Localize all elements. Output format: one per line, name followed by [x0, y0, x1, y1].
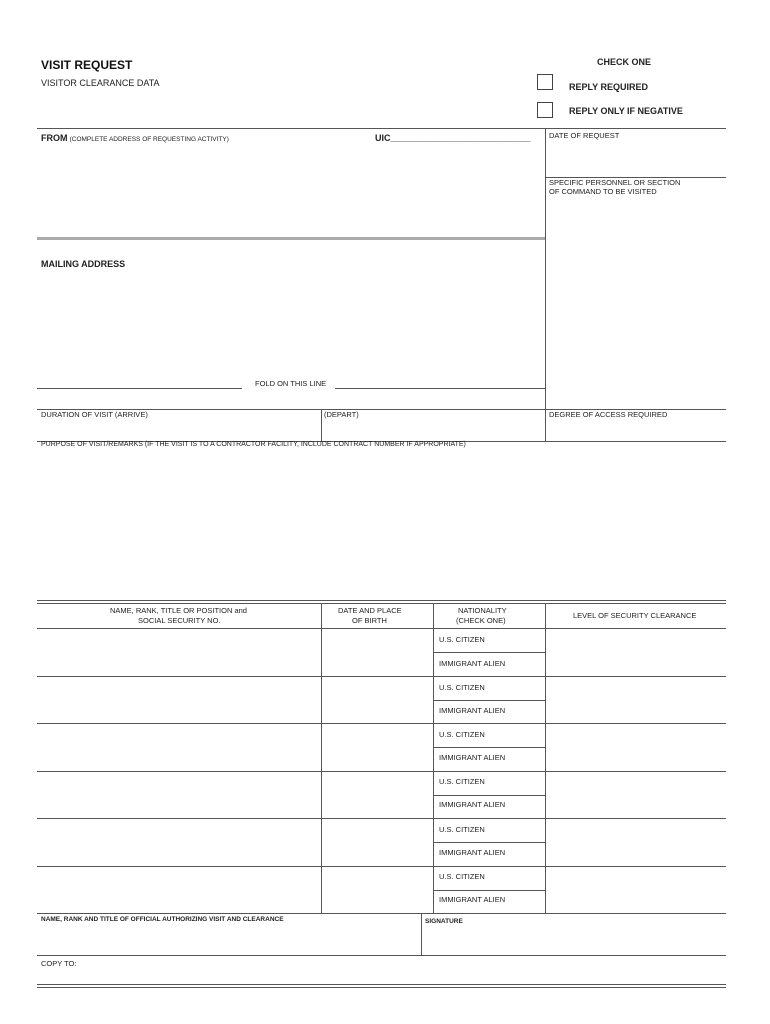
from-label-group [41, 133, 229, 143]
from-sublabel: (COMPLETE ADDRESS OF REQUESTING ACTIVITY) [69, 136, 229, 143]
arrive-label: DURATION OF VISIT (ARRIVE) [41, 410, 148, 419]
purpose-label: PURPOSE OF VISIT/REMARKS (IF THE VISIT IS TO A CONTRACTOR FACILITY, INCLUDE CONTRACT NUMBER IF APPROPRIATE) [41, 441, 466, 448]
row-6-us-citizen[interactable]: U.S. CITIZEN [439, 872, 485, 881]
right-column-divider [545, 128, 546, 441]
form-title: VISIT REQUEST [41, 58, 133, 72]
row-1-immigrant-alien[interactable]: IMMIGRANT ALIEN [439, 659, 506, 668]
row-5-bottom [37, 866, 726, 867]
row-1-us-citizen[interactable]: U.S. CITIZEN [439, 635, 485, 644]
row-2-us-citizen[interactable]: U.S. CITIZEN [439, 683, 485, 692]
row-4-bottom [37, 818, 726, 819]
row-2-mid [433, 700, 545, 701]
col-name-header-1: NAME, RANK, TITLE OR POSITION and [110, 606, 247, 615]
table-top-rule-1 [37, 600, 726, 601]
reply-negative-label: REPLY ONLY IF NEGATIVE [569, 106, 683, 116]
bottom-rule-1 [37, 984, 726, 985]
form-subtitle: VISITOR CLEARANCE DATA [41, 78, 160, 88]
fold-line-right [335, 388, 545, 389]
col-level-header: LEVEL OF SECURITY CLEARANCE [573, 611, 697, 620]
uic-field[interactable]: UIC____________________________ [375, 133, 531, 143]
reply-required-checkbox[interactable] [537, 74, 553, 90]
row-5-mid [433, 842, 545, 843]
reply-required-label: REPLY REQUIRED [569, 82, 649, 92]
table-header-rule [37, 628, 726, 629]
copy-to-label: COPY TO: [41, 959, 77, 968]
row-2-immigrant-alien[interactable]: IMMIGRANT ALIEN [439, 706, 506, 715]
from-label: FROM [41, 133, 68, 143]
access-label: DEGREE OF ACCESS REQUIRED [549, 410, 668, 419]
gray-separator [37, 237, 545, 240]
row-4-immigrant-alien[interactable]: IMMIGRANT ALIEN [439, 800, 506, 809]
fold-line-left [37, 388, 242, 389]
date-of-request-label: DATE OF REQUEST [549, 131, 620, 140]
row-3-us-citizen[interactable]: U.S. CITIZEN [439, 730, 485, 739]
purpose-area[interactable] [40, 455, 724, 595]
depart-label: (DEPART) [324, 410, 359, 419]
row-6-immigrant-alien[interactable]: IMMIGRANT ALIEN [439, 895, 506, 904]
row-3-immigrant-alien[interactable]: IMMIGRANT ALIEN [439, 753, 506, 762]
row-4-us-citizen[interactable]: U.S. CITIZEN [439, 777, 485, 786]
col-dob-header-2: OF BIRTH [352, 616, 387, 625]
from-address-area[interactable] [40, 145, 540, 235]
row-6-mid [433, 890, 545, 891]
row-3-bottom [37, 771, 726, 772]
mailing-address-area[interactable] [40, 275, 540, 375]
mailing-address-label: MAILING ADDRESS [41, 259, 126, 269]
copy-to-top-rule [37, 955, 726, 956]
official-label: NAME, RANK AND TITLE OF OFFICIAL AUTHORIZING VISIT AND CLEARANCE [41, 916, 284, 923]
col-dob-header-1: DATE AND PLACE [338, 606, 402, 615]
personnel-label-1: SPECIFIC PERSONNEL OR SECTION [549, 178, 681, 187]
col-nat-header-2: (CHECK ONE) [456, 616, 506, 625]
fold-label: FOLD ON THIS LINE [255, 379, 327, 388]
row-2-bottom [37, 723, 726, 724]
signature-label: SIGNATURE [425, 918, 463, 925]
col-name-header-2: SOCIAL SECURITY NO. [138, 616, 221, 625]
top-rule [37, 128, 726, 129]
row-1-bottom [37, 676, 726, 677]
duration-divider [321, 409, 322, 441]
row-5-immigrant-alien[interactable]: IMMIGRANT ALIEN [439, 848, 506, 857]
check-one-label: CHECK ONE [597, 57, 652, 67]
reply-negative-checkbox[interactable] [537, 102, 553, 118]
table-top-rule-2 [37, 603, 726, 604]
col-nat-header-1: NATIONALITY [458, 606, 507, 615]
row-4-mid [433, 795, 545, 796]
signature-divider [421, 913, 422, 955]
bottom-rule-2 [37, 987, 726, 988]
official-top-rule [37, 913, 726, 914]
row-5-us-citizen[interactable]: U.S. CITIZEN [439, 825, 485, 834]
row-1-mid [433, 652, 545, 653]
personnel-label-2: OF COMMAND TO BE VISITED [549, 187, 657, 196]
row-3-mid [433, 747, 545, 748]
